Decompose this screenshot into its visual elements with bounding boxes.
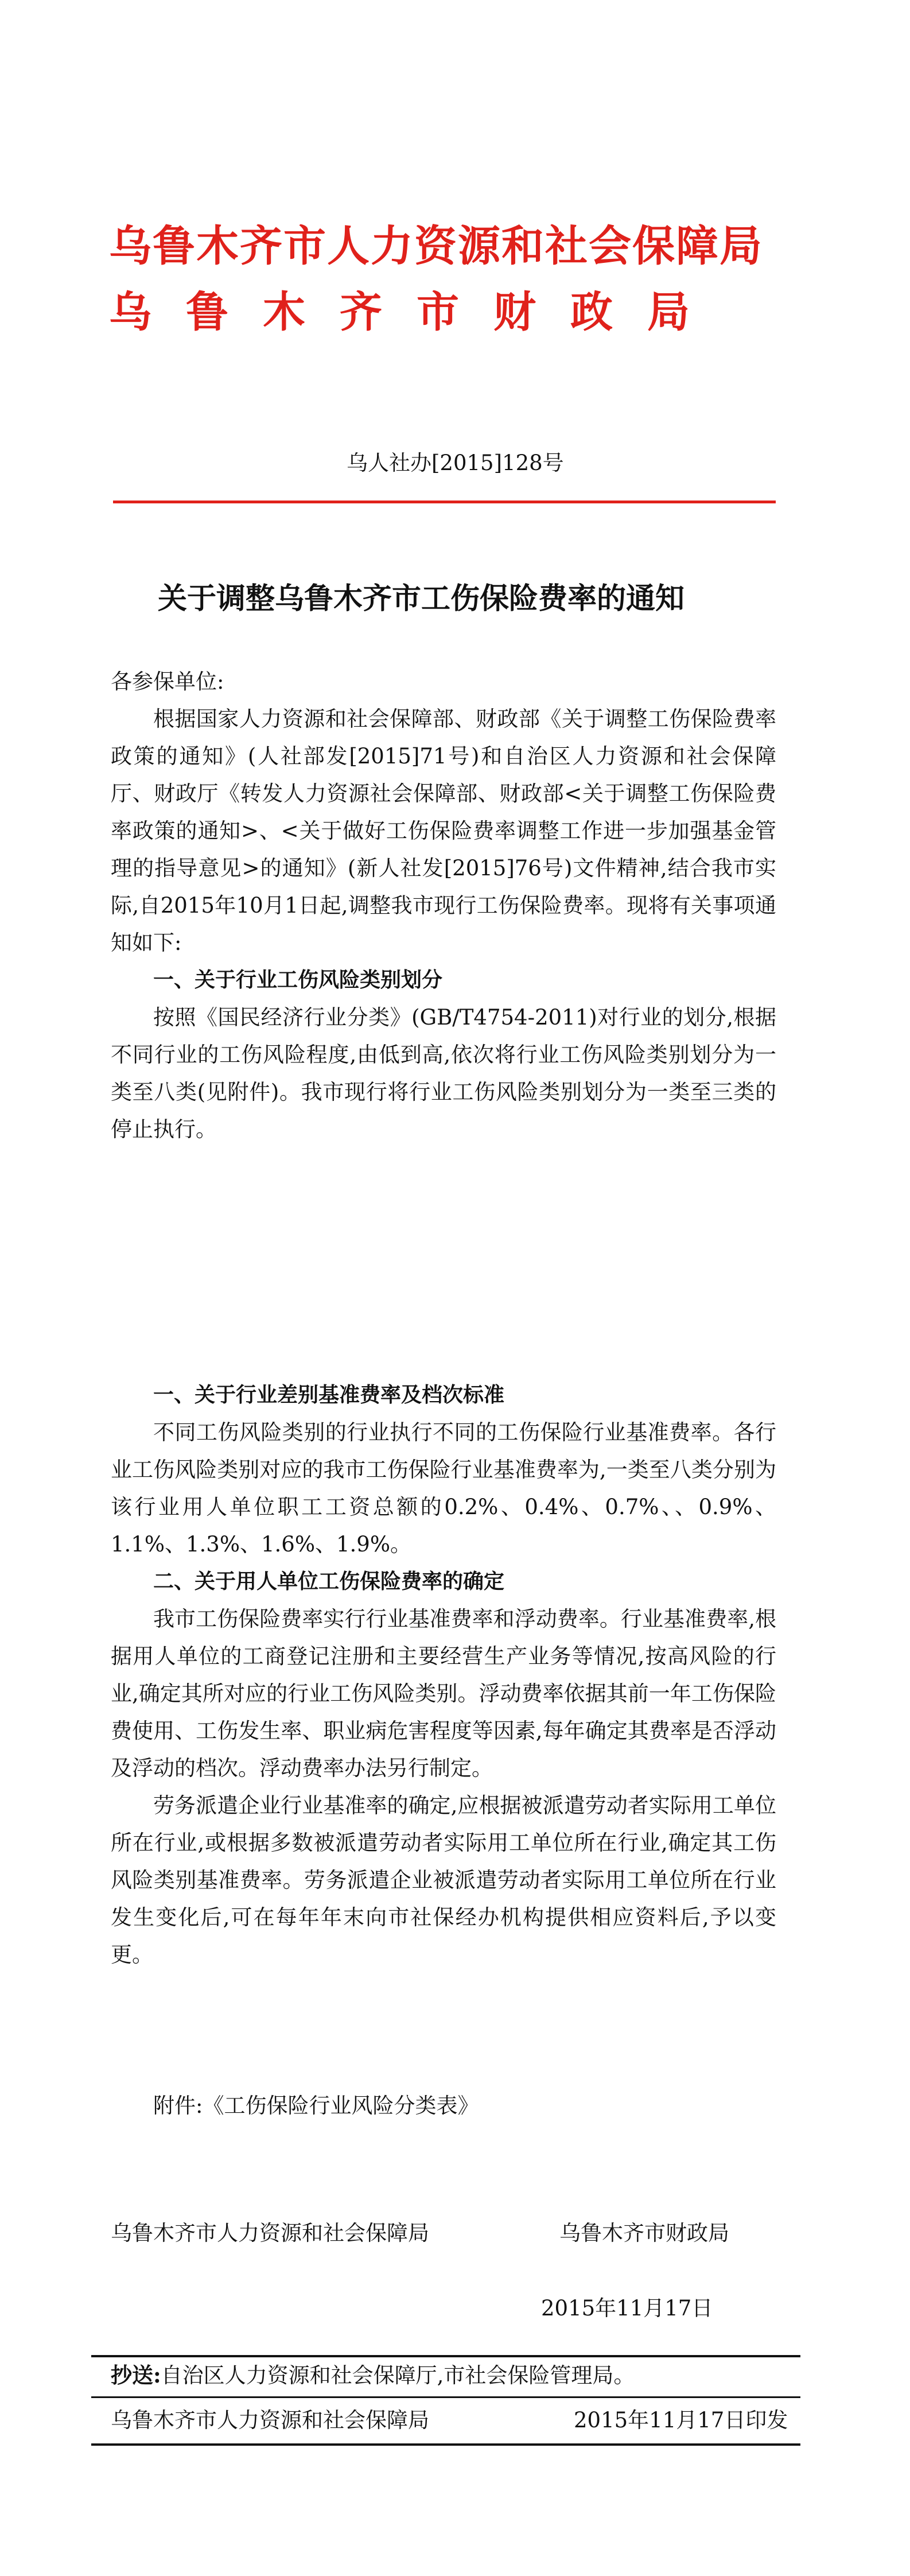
red-divider [113,501,776,503]
salutation: 各参保单位: [111,669,224,694]
section-3-paragraph-2: 劳务派遣企业行业基准率的确定,应根据被派遣劳动者实际用工单位所在行业,或根据多数被派遣劳动者实际用工单位所在行业,确定其工伤风险类别基准费率。劳务派遣企业被派遣劳动者实际用工单位所在行业发生变化后,可在每年年末向市社保经办机构提供相应资料后,予以变更。 [111,1793,776,1967]
body-block-2 [111,1376,776,1973]
section-heading-1: 一、关于行业工伤风险类别划分 [153,968,443,992]
signature-org-hr: 乌鲁木齐市人力资源和社会保障局 [111,2221,429,2245]
intro-paragraph: 根据国家人力资源和社会保障部、财政部《关于调整工伤保险费率政策的通知》(人社部发[2015]71号)和自治区人力资源和社会保障厅、财政厅《转发人力资源社会保障部、财政部<关于调整工伤保险费率政策的通知>、<关于做好工伤保险费率调整工作进一步加强基金管理的指导意见>的通知》(新人社发[2015]76号)文件精神,结合我市实际,自2015年10月1日起,调整我市现行工伤保险费率。现将有关事项通知如下: [111,707,776,955]
cc-recipients: 自治区人力资源和社会保障厅,市社会保险管理局。 [161,2363,635,2388]
footer-rule-top [91,2355,800,2357]
issuing-org-finance-bureau: 乌鲁木齐市财政局 [109,288,724,337]
section-2-paragraph: 不同工伤风险类别的行业执行不同的工伤保险行业基准费率。各行业工伤风险类别对应的我市工伤保险行业基准费率为,一类至八类分别为该行业用人单位职工工资总额的0.2%、0.4%、0.7%、、0.9%、1.1%、1.3%、1.6%、1.9%。 [111,1420,776,1557]
document-number: 乌人社办[2015]128号 [347,451,564,475]
section-3-paragraph-1: 我市工伤保险费率实行行业基准费率和浮动费率。行业基准费率,根据用人单位的工商登记注册和主要经营生产业务等情况,按高风险的行业,确定其所对应的行业工伤风险类别。浮动费率依据其前一年工伤保险费使用、工伤发生率、职业病危害程度等因素,每年确定其费率是否浮动及浮动的档次。浮动费率办法另行制定。 [111,1607,776,1780]
section-heading-2: 一、关于行业差别基准费率及档次标准 [153,1383,505,1407]
signature-date: 2015年11月17日 [541,2296,713,2321]
footer-rule-bottom [91,2443,800,2446]
attachment-note: 附件:《工伤保险行业风险分类表》 [153,2093,479,2118]
print-org: 乌鲁木齐市人力资源和社会保障局 [111,2408,429,2433]
section-heading-3: 二、关于用人单位工伤保险费率的确定 [153,1570,505,1593]
cc-line [111,2362,635,2388]
body-block-1 [111,700,776,1148]
print-date: 2015年11月17日印发 [574,2408,788,2433]
document-title: 关于调整乌鲁木齐市工伤保险费率的通知 [158,581,685,616]
cc-label: 抄送: [111,2362,161,2388]
issuing-org-hr-bureau: 乌鲁木齐市人力资源和社会保障局 [109,222,763,271]
footer-rule-middle [91,2396,800,2398]
signature-org-finance: 乌鲁木齐市财政局 [559,2221,729,2245]
section-1-paragraph: 按照《国民经济行业分类》(GB/T4754-2011)对行业的划分,根据不同行业的工伤风险程度,由低到高,依次将行业工伤风险类别划分为一类至八类(见附件)。我市现行将行业工伤风险类别划分为一类至三类的停止执行。 [111,1005,776,1142]
